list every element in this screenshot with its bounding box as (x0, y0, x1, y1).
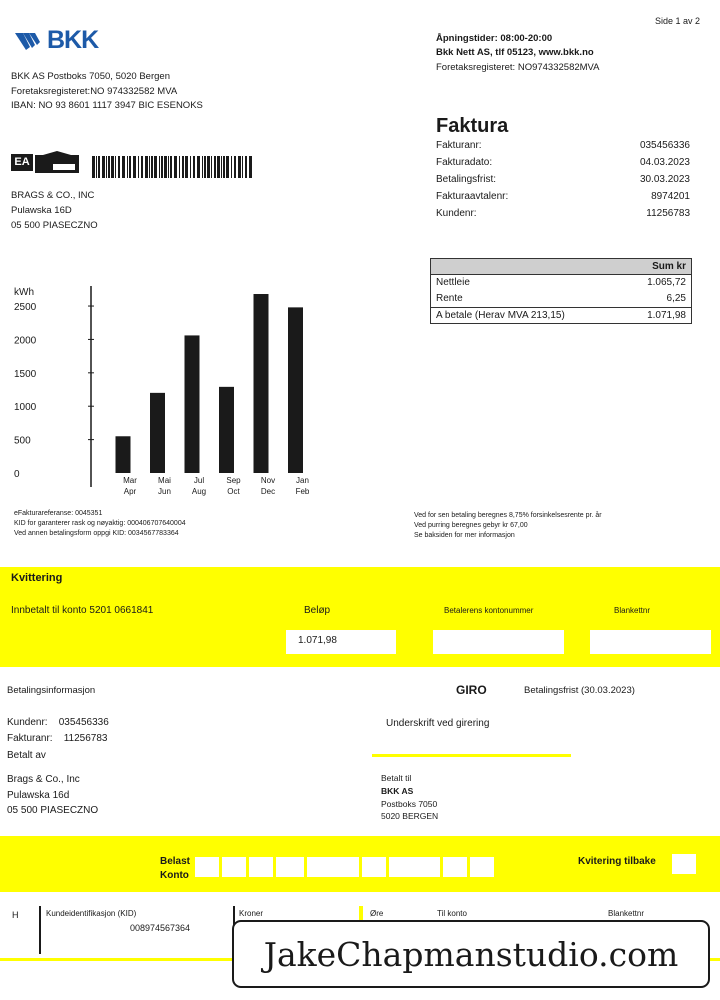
barcode-bar (242, 156, 243, 178)
bkk-logo (14, 26, 98, 55)
invoice-number (7, 733, 107, 744)
debit-label-line: Belast (160, 856, 191, 867)
payer-line: Pulawska 16d (7, 789, 70, 801)
receipt-return-checkbox[interactable] (672, 854, 696, 874)
barcode-bar (141, 156, 143, 178)
invoice-row (436, 174, 690, 191)
customer-number-value: 035456336 (58, 717, 109, 728)
notes-right (414, 511, 602, 541)
x-tick-label: Apr (123, 487, 137, 496)
brand-name: BKK (47, 26, 99, 54)
barcode-bar (115, 156, 116, 178)
barcode-bar (159, 156, 160, 178)
barcode-bar (174, 156, 177, 178)
receipt-section (0, 567, 720, 667)
y-tick-label: 2000 (14, 335, 37, 347)
account-digit-box[interactable] (195, 857, 219, 877)
summary-header: Sum kr (431, 259, 691, 275)
barcode-bar (102, 156, 105, 178)
barcode-bar (164, 156, 167, 178)
summary-value: 6,25 (666, 293, 686, 304)
summary-table (430, 258, 692, 324)
invoice-row-label: Fakturanr: (436, 140, 482, 151)
invoice-row (436, 157, 690, 174)
barcode-bar (221, 156, 222, 178)
barcode-bar (122, 156, 125, 178)
barcode-bar (127, 156, 128, 178)
amount-field[interactable]: 1.071,98 (286, 630, 396, 654)
invoice-title: Faktura (436, 115, 509, 137)
account-digit-box[interactable] (362, 857, 386, 877)
barcode-bar (226, 156, 229, 178)
barcode-bar (154, 156, 157, 178)
barcode-bar (129, 156, 131, 178)
payee-address (381, 772, 438, 823)
chart-bar (254, 294, 269, 473)
barcode-bar (182, 156, 184, 178)
summary-row (431, 275, 691, 291)
account-digit-box[interactable] (389, 857, 440, 877)
field-divider (359, 906, 363, 920)
form-number-label: Blankettnr (608, 909, 645, 918)
debit-account-section (0, 836, 720, 892)
y-axis-label: kWh (14, 287, 34, 298)
x-tick-label: Mar (123, 476, 137, 485)
invoice-row-label: Betalingsfrist: (436, 174, 497, 185)
barcode-bar (207, 156, 210, 178)
signature-label: Underskrift ved girering (386, 718, 490, 729)
barcode-bar (98, 156, 100, 178)
invoice-row (436, 140, 690, 157)
account-digit-box[interactable] (249, 857, 273, 877)
watermark: JakeChapmanstudio.com (232, 920, 710, 988)
debit-account-label (160, 855, 190, 883)
ea-badge: EA (11, 154, 33, 171)
chart-bar (185, 335, 200, 473)
h-marker: H (12, 910, 19, 920)
invoice-row-label: Fakturaavtalenr: (436, 191, 509, 202)
invoice-number-label: Fakturanr: (7, 733, 53, 744)
payee-line: BKK AS (381, 785, 414, 796)
payer-account-label: Betalerens kontonummer (444, 606, 534, 615)
barcode-bar (92, 156, 95, 178)
kid-value: 008974567364 (130, 923, 191, 933)
summary-label: Nettleie (436, 277, 470, 288)
notes-left (14, 509, 186, 539)
invoice-row (436, 208, 690, 225)
paid-by-label: Betalt av (7, 750, 46, 761)
consumption-chart (0, 280, 340, 500)
barcode-bar (204, 156, 206, 178)
invoice-row-value: 035456336 (639, 140, 690, 151)
note-line: KID for garanterer rask og nøyaktig: 000406707640004 (14, 520, 186, 528)
x-tick-label: Dec (260, 487, 276, 496)
barcode-bar (193, 156, 195, 178)
x-tick-label: Sep (226, 476, 241, 485)
registry-line: Foretaksregisteret: NO974332582MVA (436, 61, 600, 73)
receipt-return-label: Kvitering tilbake (578, 856, 656, 867)
contact-line: Bkk Nett AS, tlf 05123, www.bkk.no (436, 47, 594, 59)
address-line: IBAN: NO 93 8601 1117 3947 BIC ESENOKS (11, 100, 203, 112)
invoice-number-value: 11256783 (63, 733, 108, 744)
barcode-bar (245, 156, 247, 178)
summary-value: 1.071,98 (647, 310, 686, 321)
y-tick-label: 500 (14, 435, 31, 447)
chart-bar (116, 436, 131, 473)
invoice-row-value: 11256783 (646, 208, 690, 219)
barcode-bar (190, 156, 191, 178)
payer-account-field[interactable] (433, 630, 564, 654)
recipient-line: Pulawska 16D (11, 205, 72, 217)
account-digit-box[interactable] (222, 857, 246, 877)
form-number-label: Blankettnr (614, 606, 651, 615)
opening-hours: Åpningstider: 08:00-20:00 (436, 33, 553, 44)
barcode-bar (211, 156, 212, 178)
kid-label: Kundeidentifikasjon (KID) (46, 909, 137, 918)
x-tick-label: Jan (296, 476, 309, 485)
barcode-bar (202, 156, 203, 178)
barcode-bar (168, 156, 169, 178)
invoice-row-value: 8974201 (651, 191, 690, 202)
page-indicator: Side 1 av 2 (654, 16, 700, 26)
signature-line[interactable] (372, 754, 571, 757)
payer-line: 05 500 PIASECZNO (7, 805, 99, 816)
x-tick-label: Feb (295, 487, 310, 496)
bkk-logo-mark-icon (14, 30, 44, 52)
account-digit-box[interactable] (443, 857, 467, 877)
barcode-bar (170, 156, 172, 178)
barcode-bar (234, 156, 236, 178)
receipt-account-label: Innbetalt til konto 5201 0661841 (11, 605, 154, 616)
barcode-bar (111, 156, 114, 178)
debit-label-line: Konto (160, 870, 189, 881)
note-line: eFakturareferanse: 0045351 (14, 510, 103, 517)
summary-label: Rente (436, 293, 463, 304)
to-account-label: Til konto (437, 909, 467, 918)
chart-bar (150, 393, 165, 473)
invoice-row-label: Fakturadato: (436, 157, 493, 168)
account-digit-box[interactable] (276, 857, 304, 877)
barcode-icon (92, 156, 254, 178)
payment-info-label: Betalingsinformasjon (7, 685, 96, 696)
barcode-bar (217, 156, 220, 178)
invoice-row (436, 191, 690, 208)
account-digit-box[interactable] (470, 857, 494, 877)
payer-address (7, 772, 98, 819)
payee-line: Postboks 7050 (381, 798, 438, 809)
header-contact (436, 32, 600, 75)
x-tick-label: Oct (227, 487, 240, 496)
recipient-address (11, 188, 98, 234)
address-line: BKK AS Postboks 7050, 5020 Bergen (11, 71, 170, 82)
summary-label: A betale (Herav MVA 213,15) (436, 310, 565, 321)
barcode-bar (151, 156, 153, 178)
barcode-bar (106, 156, 107, 178)
barcode-bar (108, 156, 110, 178)
chart-bar (288, 307, 303, 473)
invoice-details (436, 140, 690, 225)
x-tick-label: Jun (158, 487, 171, 496)
chart-bar (219, 387, 234, 473)
kroner-label: Kroner (239, 909, 264, 918)
y-tick-label: 0 (14, 469, 20, 480)
receipt-title: Kvittering (11, 572, 63, 584)
form-number-field[interactable] (590, 630, 711, 654)
barcode-bar (185, 156, 188, 178)
recipient-line: 05 500 PIASECZNO (11, 220, 98, 232)
barcode-bar (214, 156, 216, 178)
giro-label: GIRO (456, 683, 487, 697)
barcode-bar (96, 156, 97, 178)
barcode-bar (118, 156, 120, 178)
barcode-bar (249, 156, 252, 178)
x-tick-label: Mai (158, 476, 171, 485)
x-tick-label: Jul (193, 476, 205, 485)
account-digit-box[interactable] (307, 857, 359, 877)
barcode-bar (133, 156, 136, 178)
barcode-bar (149, 156, 150, 178)
field-divider (39, 906, 41, 954)
recipient-line: BRAGS & CO., INC (11, 190, 95, 201)
y-tick-label: 1000 (14, 402, 37, 414)
giro-section (0, 668, 720, 836)
invoice-row-label: Kundenr: (436, 208, 477, 219)
note-line: Ved purring beregnes gebyr kr 67,00 (414, 522, 528, 530)
barcode-bar (238, 156, 241, 178)
summary-row (431, 291, 691, 307)
paid-to-label: Betalt til (381, 773, 412, 783)
payer-line: Brags & Co., Inc (7, 774, 80, 785)
ore-label: Øre (370, 909, 384, 918)
customer-number-label: Kundenr: (7, 717, 48, 728)
due-date-label: Betalingsfrist (30.03.2023) (524, 685, 635, 696)
x-tick-label: Aug (191, 487, 207, 496)
note-line: Se baksiden for mer informasjon (414, 532, 515, 540)
payee-line: 5020 BERGEN (381, 811, 439, 822)
address-line: Foretaksregisteret:NO 974332582 MVA (11, 85, 178, 97)
y-tick-label: 2500 (14, 302, 37, 314)
barcode-bar (145, 156, 148, 178)
note-line: Ved for sen betaling beregnes 8,75% forsinkelsesrente pr. år (414, 512, 602, 519)
barcode-bar (231, 156, 232, 178)
summary-value: 1.065,72 (647, 277, 686, 288)
x-tick-label: Nov (260, 476, 276, 485)
invoice-row-value: 04.03.2023 (639, 157, 690, 168)
amount-label: Beløp (304, 605, 331, 616)
postal-mark-icon (35, 151, 79, 173)
note-line: Ved annen betalingsform oppgi KID: 0034567783364 (14, 530, 179, 538)
invoice-row-value: 30.03.2023 (639, 174, 690, 185)
barcode-bar (138, 156, 139, 178)
customer-number (7, 717, 109, 728)
sender-address (11, 70, 203, 114)
barcode-bar (197, 156, 200, 178)
summary-row-total (431, 307, 691, 323)
barcode-bar (161, 156, 163, 178)
barcode-bar (223, 156, 225, 178)
y-tick-label: 1500 (14, 368, 37, 380)
barcode-bar (179, 156, 180, 178)
